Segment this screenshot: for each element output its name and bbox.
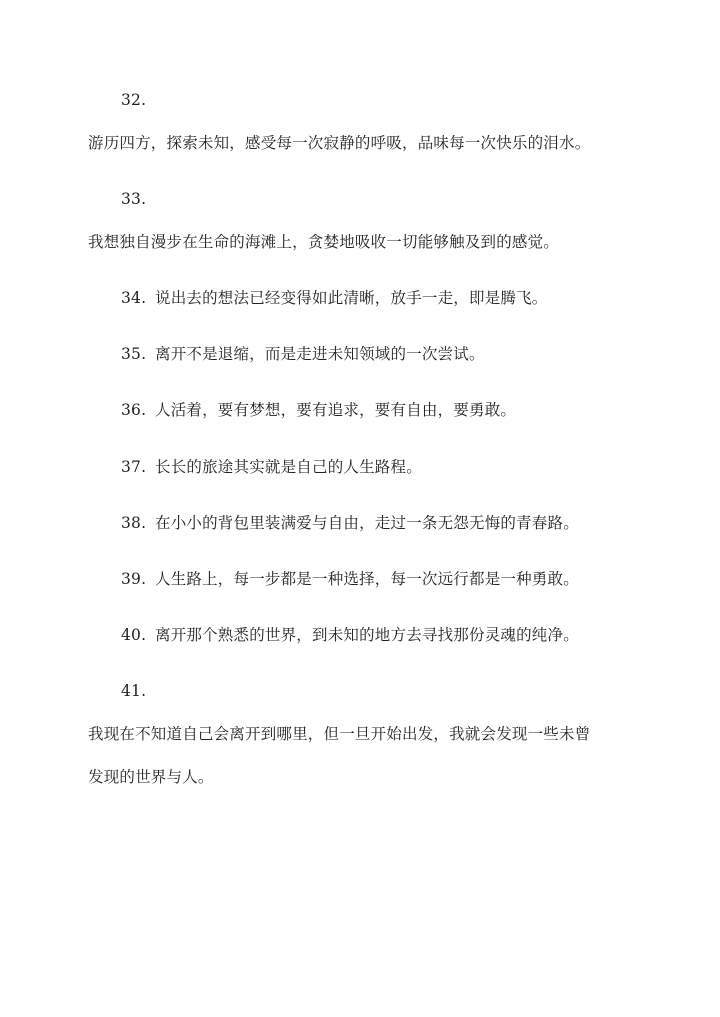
entry-37 bbox=[121, 457, 422, 477]
entry-41-number: 41. bbox=[121, 682, 147, 700]
entry-38-number: 38. bbox=[121, 514, 147, 532]
entry-35-number: 35. bbox=[121, 345, 147, 363]
entry-41-text-line-2: 发现的世界与人。 bbox=[88, 768, 214, 786]
entry-35 bbox=[121, 344, 485, 364]
entry-34-number: 34. bbox=[121, 289, 147, 307]
entry-40-text: 离开那个熟悉的世界，到未知的地方去寻找那份灵魂的纯净。 bbox=[155, 626, 579, 644]
entry-34-text: 说出去的想法已经变得如此清晰，放手一走，即是腾飞。 bbox=[155, 289, 548, 307]
entry-33-number: 33. bbox=[121, 190, 147, 208]
entry-40 bbox=[121, 625, 579, 645]
entry-32-number: 32. bbox=[121, 91, 147, 109]
entry-32-text: 游历四方，探索未知，感受每一次寂静的呼吸，品味每一次快乐的泪水。 bbox=[88, 134, 591, 152]
entry-36 bbox=[121, 400, 516, 420]
entry-38 bbox=[121, 513, 579, 533]
entry-37-number: 37. bbox=[121, 458, 147, 476]
entry-39 bbox=[121, 569, 579, 589]
entry-39-text: 人生路上，每一步都是一种选择，每一次远行都是一种勇敢。 bbox=[155, 570, 579, 588]
entry-39-number: 39. bbox=[121, 570, 147, 588]
entry-41-text-line-1: 我现在不知道自己会离开到哪里，但一旦开始出发，我就会发现一些未曾 bbox=[88, 725, 591, 743]
entry-35-text: 离开不是退缩，而是走进未知领域的一次尝试。 bbox=[155, 345, 485, 363]
entry-33-text: 我想独自漫步在生命的海滩上，贪婪地吸收一切能够触及到的感觉。 bbox=[88, 233, 560, 251]
entry-34 bbox=[121, 288, 548, 308]
entry-40-number: 40. bbox=[121, 626, 147, 644]
entry-36-text: 人活着，要有梦想，要有追求，要有自由，要勇敢。 bbox=[155, 401, 517, 419]
entry-37-text: 长长的旅途其实就是自己的人生路程。 bbox=[155, 458, 422, 476]
entry-38-text: 在小小的背包里装满爱与自由，走过一条无怨无悔的青春路。 bbox=[155, 514, 579, 532]
entry-36-number: 36. bbox=[121, 401, 147, 419]
